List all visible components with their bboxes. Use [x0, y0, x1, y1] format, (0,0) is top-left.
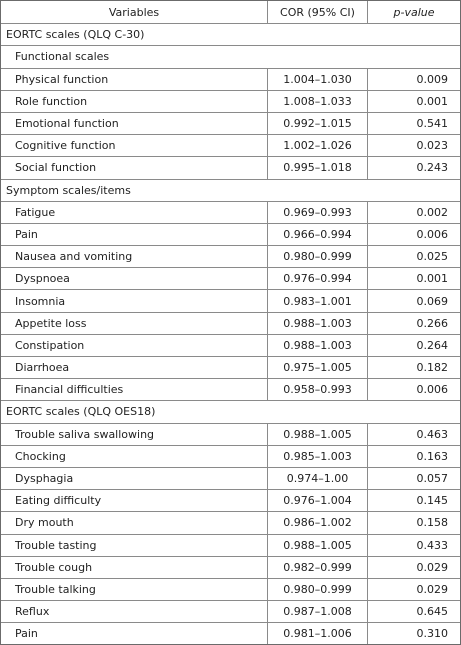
cor-ci-cell: 0.986–1.002: [268, 512, 368, 533]
p-value-cell: 0.433: [416, 538, 448, 552]
p-value-cell: 0.264: [416, 338, 448, 352]
table-row: [1, 556, 460, 578]
p-value-cell: 0.645: [416, 605, 448, 619]
section-label: EORTC scales (QLQ C-30): [6, 28, 145, 42]
p-value-cell: 0.001: [416, 272, 448, 286]
table-row: [1, 334, 460, 356]
variable-cell: Emotional function: [1, 113, 268, 134]
table-row: [1, 622, 460, 644]
variable-cell: Trouble talking: [1, 579, 268, 600]
p-value-cell: 0.541: [416, 117, 448, 131]
variable-cell: Trouble saliva swallowing: [1, 424, 268, 445]
variable-cell: Fatigue: [1, 202, 268, 223]
variable-cell: Dry mouth: [1, 512, 268, 533]
header-pvalue: p-value: [393, 5, 435, 19]
cor-ci-cell: 0.995–1.018: [268, 157, 368, 178]
p-value-cell: 0.266: [416, 316, 448, 330]
header-variables: Variables: [1, 1, 268, 23]
p-value-cell: 0.029: [416, 560, 448, 574]
section-row: [1, 400, 460, 422]
p-value-cell: 0.310: [416, 627, 448, 641]
p-value-cell: 0.023: [416, 139, 448, 153]
subsection-label: Functional scales: [15, 50, 110, 64]
table-row: [1, 356, 460, 378]
cor-ci-cell: 0.969–0.993: [268, 202, 368, 223]
cor-ci-cell: 0.976–1.004: [268, 490, 368, 511]
cor-ci-cell: 1.004–1.030: [268, 69, 368, 90]
table-row: [1, 112, 460, 134]
p-value-cell: 0.158: [416, 516, 448, 530]
variable-cell: Constipation: [1, 335, 268, 356]
cor-ci-cell: 0.987–1.008: [268, 601, 368, 622]
section-label: Symptom scales/items: [6, 183, 131, 197]
p-value-cell: 0.025: [416, 250, 448, 264]
subsection-row: [1, 45, 460, 67]
p-value-cell: 0.069: [416, 294, 448, 308]
cor-ci-cell: 0.966–0.994: [268, 224, 368, 245]
variable-cell: Cognitive function: [1, 135, 268, 156]
table-row: [1, 68, 460, 90]
cor-ci-cell: 0.992–1.015: [268, 113, 368, 134]
cor-ci-cell: 0.980–0.999: [268, 579, 368, 600]
cor-ci-cell: 0.988–1.005: [268, 535, 368, 556]
cor-ci-cell: 0.975–1.005: [268, 357, 368, 378]
header-cor: COR (95% CI): [268, 1, 368, 23]
variable-cell: Dysphagia: [1, 468, 268, 489]
table-body: [1, 23, 460, 644]
variable-cell: Role function: [1, 91, 268, 112]
table-header-row: [1, 1, 460, 23]
p-value-cell: 0.006: [416, 383, 448, 397]
table-row: [1, 489, 460, 511]
cor-ci-cell: 0.983–1.001: [268, 290, 368, 311]
cor-ci-cell: 0.982–0.999: [268, 557, 368, 578]
variable-cell: Dyspnoea: [1, 268, 268, 289]
variable-cell: Insomnia: [1, 290, 268, 311]
p-value-cell: 0.001: [416, 94, 448, 108]
table-row: [1, 245, 460, 267]
table-row: [1, 445, 460, 467]
section-row: [1, 179, 460, 201]
p-value-cell: 0.057: [416, 472, 448, 486]
cor-ci-cell: 0.988–1.003: [268, 313, 368, 334]
table-row: [1, 156, 460, 178]
variable-cell: Trouble cough: [1, 557, 268, 578]
p-value-cell: 0.182: [416, 361, 448, 375]
p-value-cell: 0.145: [416, 494, 448, 508]
variable-cell: Social function: [1, 157, 268, 178]
table-row: [1, 423, 460, 445]
p-value-cell: 0.009: [416, 72, 448, 86]
cor-ci-cell: 0.976–0.994: [268, 268, 368, 289]
table-row: [1, 467, 460, 489]
cor-ci-cell: 0.988–1.003: [268, 335, 368, 356]
variable-cell: Diarrhoea: [1, 357, 268, 378]
table-row: [1, 511, 460, 533]
section-label: EORTC scales (QLQ OES18): [6, 405, 156, 419]
variable-cell: Physical function: [1, 69, 268, 90]
table-row: [1, 90, 460, 112]
variable-cell: Pain: [1, 623, 268, 644]
p-value-cell: 0.463: [416, 427, 448, 441]
cor-ci-cell: 0.985–1.003: [268, 446, 368, 467]
cor-ci-cell: 0.980–0.999: [268, 246, 368, 267]
table-row: [1, 201, 460, 223]
table-row: [1, 289, 460, 311]
table-row: [1, 267, 460, 289]
p-value-cell: 0.163: [416, 449, 448, 463]
variable-cell: Chocking: [1, 446, 268, 467]
section-row: [1, 23, 460, 45]
p-value-cell: 0.006: [416, 227, 448, 241]
cor-ci-cell: 1.008–1.033: [268, 91, 368, 112]
table-row: [1, 378, 460, 400]
cor-ci-cell: 0.988–1.005: [268, 424, 368, 445]
variable-cell: Eating difficulty: [1, 490, 268, 511]
variable-cell: Reflux: [1, 601, 268, 622]
table-row: [1, 312, 460, 334]
p-value-cell: 0.002: [416, 205, 448, 219]
variable-cell: Pain: [1, 224, 268, 245]
table-row: [1, 578, 460, 600]
variable-cell: Trouble tasting: [1, 535, 268, 556]
p-value-cell: 0.243: [416, 161, 448, 175]
variable-cell: Nausea and vomiting: [1, 246, 268, 267]
cor-ci-cell: 0.974–1.00: [268, 468, 368, 489]
cor-ci-cell: 1.002–1.026: [268, 135, 368, 156]
cor-ci-cell: 0.958–0.993: [268, 379, 368, 400]
table-row: [1, 600, 460, 622]
table-row: [1, 223, 460, 245]
table-row: [1, 134, 460, 156]
p-value-cell: 0.029: [416, 582, 448, 596]
table-row: [1, 534, 460, 556]
cor-ci-cell: 0.981–1.006: [268, 623, 368, 644]
variable-cell: Financial difficulties: [1, 379, 268, 400]
variable-cell: Appetite loss: [1, 313, 268, 334]
